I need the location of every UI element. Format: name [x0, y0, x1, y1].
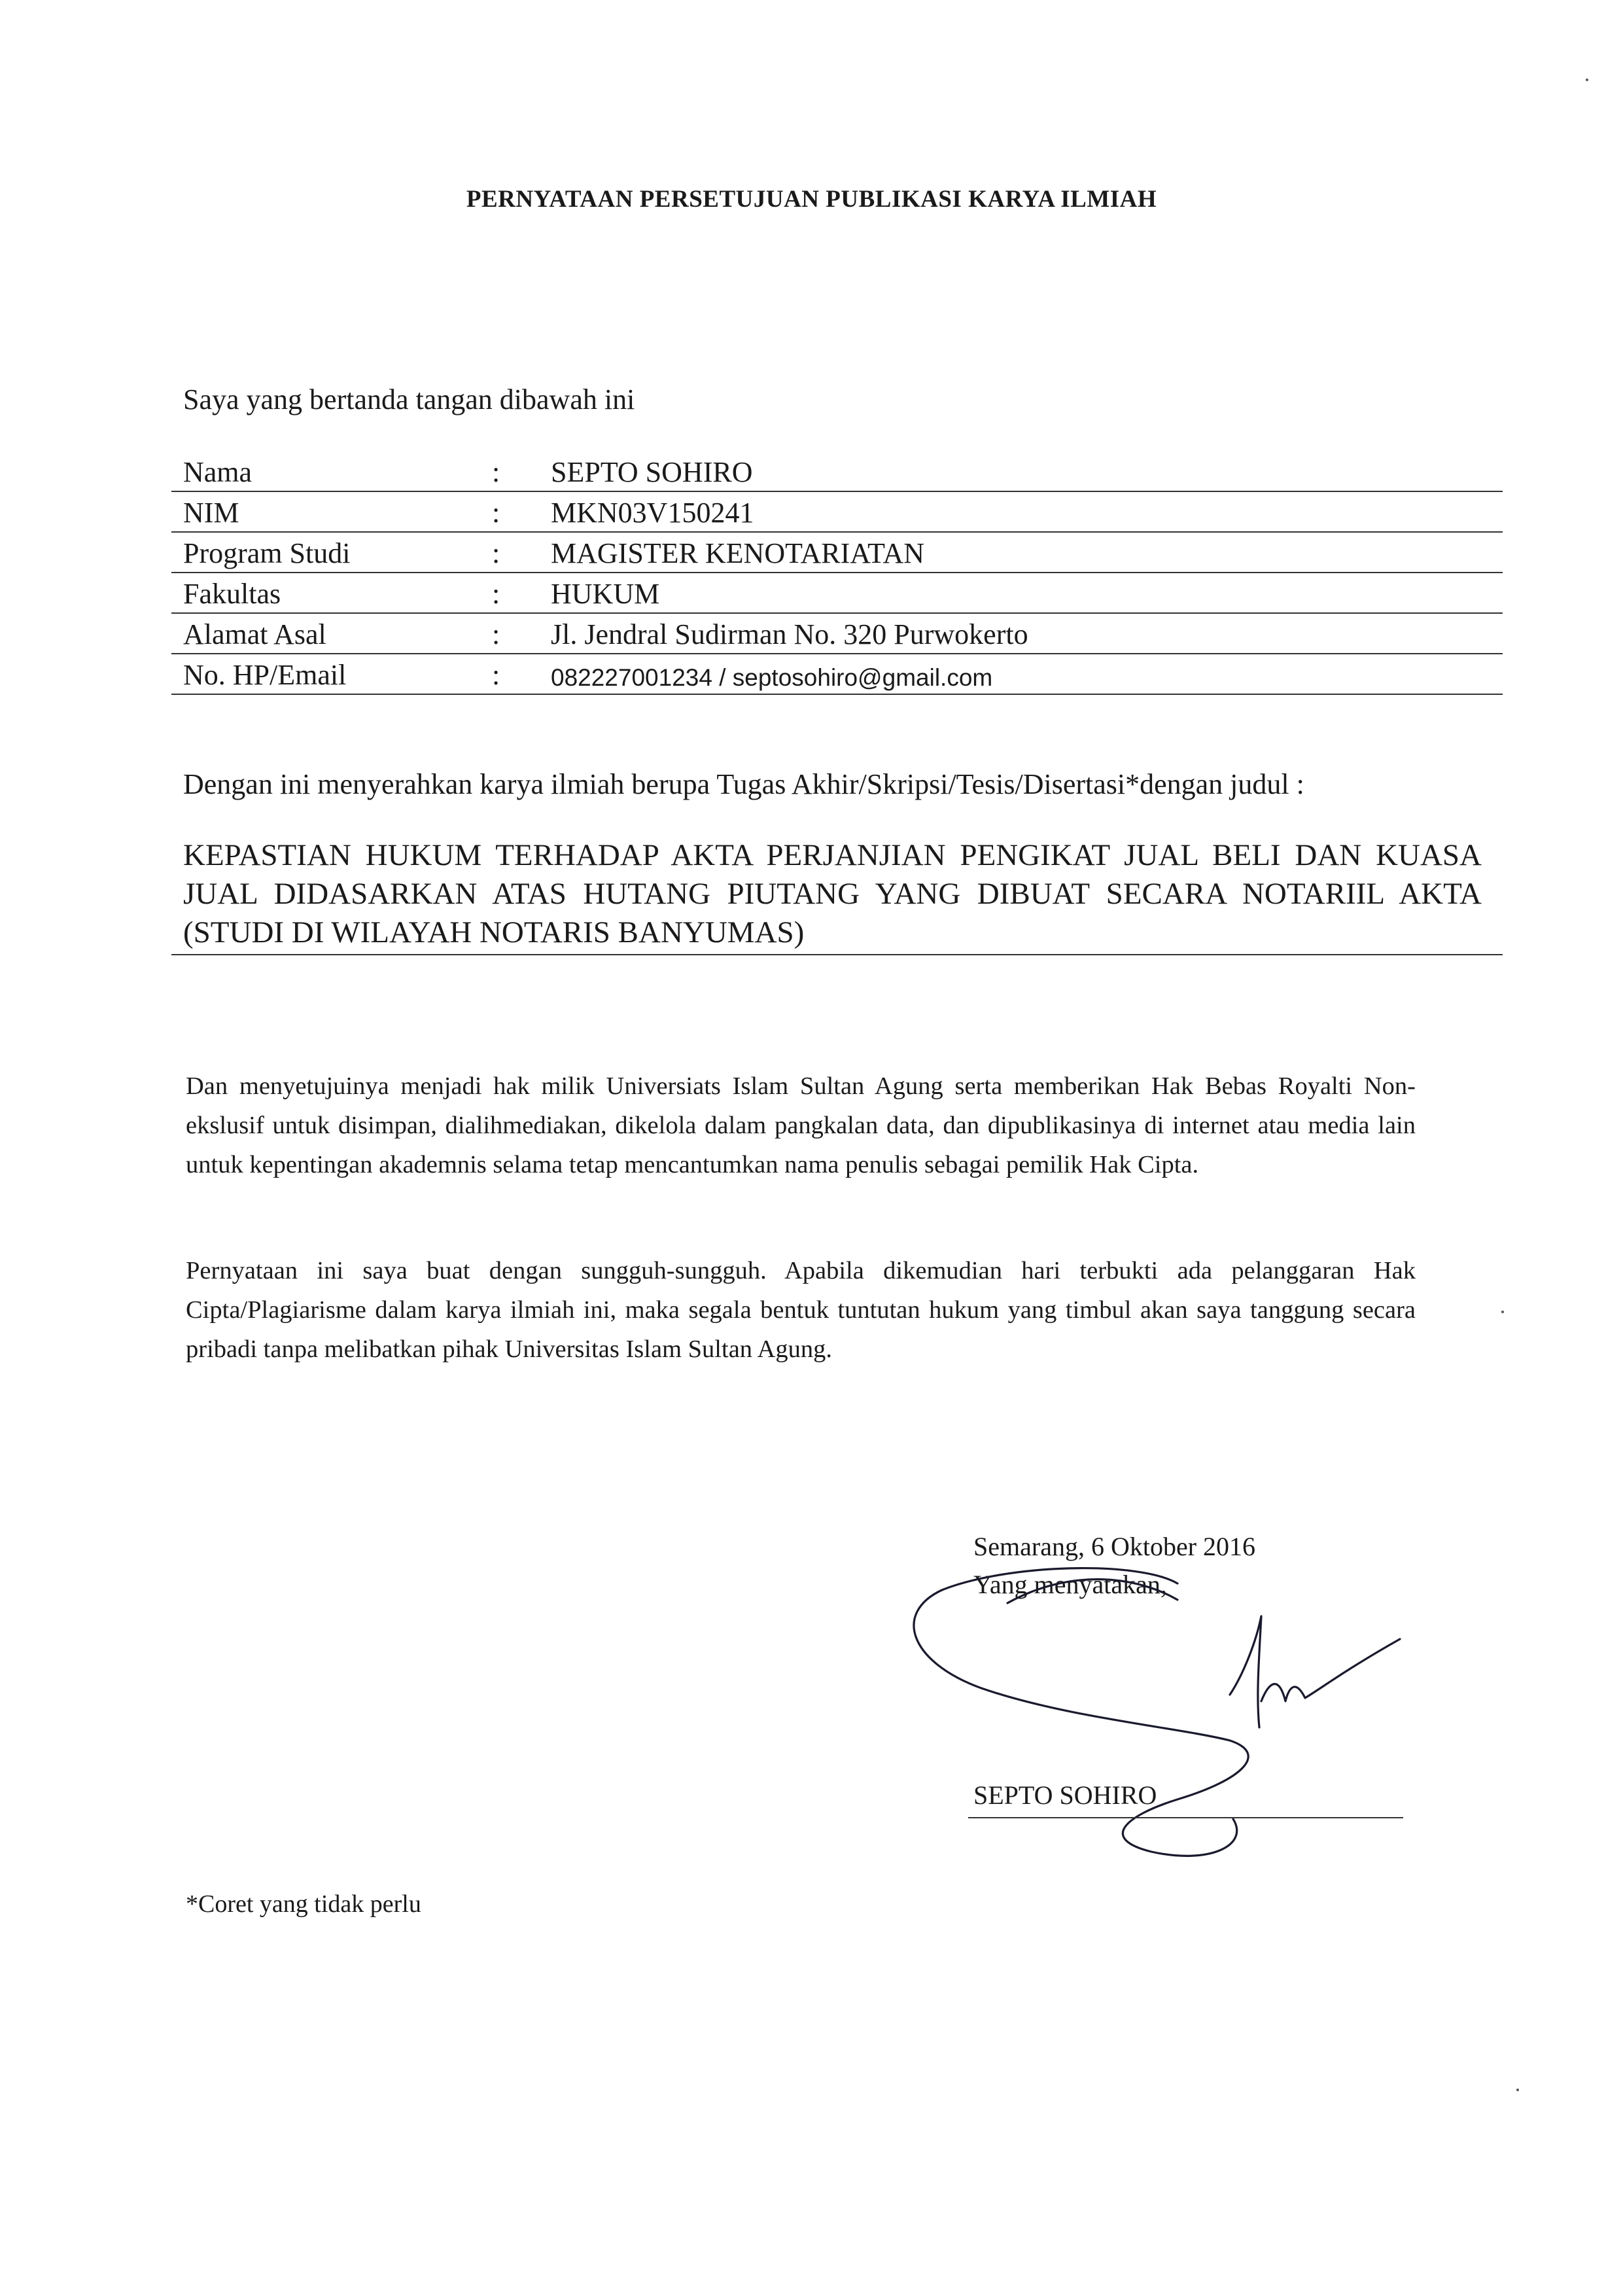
scan-speck — [1586, 79, 1588, 81]
intro-text: Saya yang bertanda tangan dibawah ini — [183, 383, 635, 415]
field-row-alamat-asal — [171, 614, 1503, 654]
field-row-program-studi — [171, 533, 1503, 573]
field-value: SEPTO SOHIRO — [551, 456, 753, 488]
field-label: NIM — [183, 497, 239, 529]
footnote: *Coret yang tidak perlu — [186, 1890, 421, 1918]
field-label: Alamat Asal — [183, 618, 326, 650]
place-date: Semarang, 6 Oktober 2016 — [973, 1532, 1256, 1561]
liability-paragraph: Pernyataan ini saya buat dengan sungguh-sungguh. Apabila dikemudian hari terbukti ada pelanggaran Hak Cipta/Plagiarisme dalam karya ilmiah ini, maka segala bentuk tuntutan hukum yang timbul akan saya tanggung secara pribadi tanpa melibatkan pihak Universitas Islam Sultan Agung. — [186, 1257, 1416, 1363]
scan-speck — [1501, 1311, 1504, 1313]
field-value: MAGISTER KENOTARIATAN — [551, 537, 925, 569]
signer-name: SEPTO SOHIRO — [973, 1780, 1157, 1810]
field-label: Program Studi — [183, 537, 351, 569]
scan-speck — [1516, 2089, 1519, 2091]
field-value: 082227001234 / septosohiro@gmail.com — [551, 664, 993, 691]
field-value: HUKUM — [551, 578, 660, 610]
field-separator: : — [492, 456, 500, 488]
field-row-nama — [171, 451, 1503, 492]
field-label: No. HP/Email — [183, 659, 347, 691]
field-value: Jl. Jendral Sudirman No. 320 Purwokerto — [551, 618, 1028, 650]
field-row-fakultas — [171, 573, 1503, 614]
field-separator: : — [492, 618, 500, 650]
identity-table — [171, 451, 1503, 695]
field-separator: : — [492, 578, 500, 610]
field-separator: : — [492, 537, 500, 569]
field-label: Nama — [183, 456, 253, 488]
consent-paragraph: Dan menyetujuinya menjadi hak milik Universiats Islam Sultan Agung serta memberikan Hak Bebas Royalti Non-ekslusif untuk disimpan, dialihmediakan, dikelola dalam pangkalan data, dan dipublikasinya di internet atau media lain untuk kepentingan akademnis selama tetap mencantumkan nama penulis sebagai pemilik Hak Cipta. — [186, 1072, 1416, 1178]
title-underline — [171, 954, 1503, 955]
field-row-hp-email — [171, 654, 1503, 695]
field-value: MKN03V150241 — [551, 497, 754, 529]
field-row-nim — [171, 492, 1503, 533]
signature-image — [903, 1564, 1439, 1865]
work-title: KEPASTIAN HUKUM TERHADAP AKTA PERJANJIAN PENGIKAT JUAL BELI DAN KUASA JUAL DIDASARKAN ATAS HUTANG PIUTANG YANG DIBUAT SECARA NOTARIIL AKTA (STUDI DI WILAYAH NOTARIS BANYUMAS) — [183, 838, 1482, 949]
field-separator: : — [492, 497, 500, 529]
field-separator: : — [492, 659, 500, 691]
document-heading: PERNYATAAN PERSETUJUAN PUBLIKASI KARYA ILMIAH — [466, 186, 1157, 213]
submission-text: Dengan ini menyerahkan karya ilmiah berupa Tugas Akhir/Skripsi/Tesis/Disertasi*dengan judul : — [183, 768, 1304, 800]
field-label: Fakultas — [183, 578, 281, 610]
signature-line — [968, 1817, 1403, 1818]
stated-label: Yang menyatakan, — [973, 1570, 1167, 1599]
